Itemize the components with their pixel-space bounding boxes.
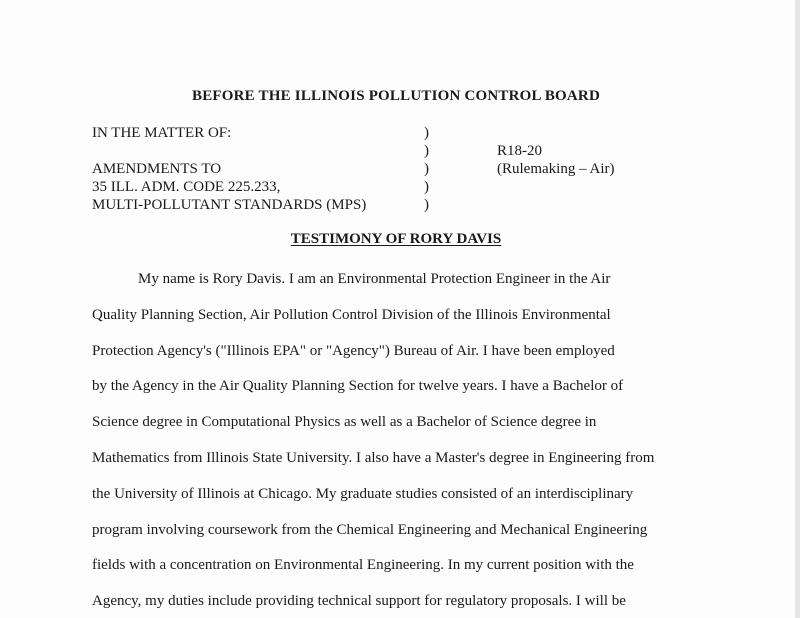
testimony-title: TESTIMONY OF RORY DAVIS [290,231,502,247]
caption-paren-column [424,124,429,214]
page-edge [795,0,800,618]
body-line: Protection Agency's ("Illinois EPA" or "Agency") Bureau of Air. I have been employed [92,342,615,359]
body-line: Mathematics from Illinois State University. I also have a Master's degree in Engineering from [92,449,655,466]
docket-type: (Rulemaking – Air) [497,161,615,177]
caption-docket-block [497,142,614,178]
caption-paren: ) [424,125,429,141]
body-line: Quality Planning Section, Air Pollution Control Division of the Illinois Environmental [92,306,611,323]
body-line: the University of Illinois at Chicago. My graduate studies consisted of an interdisciplinary [92,485,634,502]
body-line: by the Agency in the Air Quality Planning Section for twelve years. I have a Bachelor of [92,378,624,395]
caption-line [92,142,366,160]
caption-paren: ) [424,161,429,177]
caption-matter-block [92,124,366,214]
caption-paren: ) [424,197,429,213]
caption-line: AMENDMENTS TO [92,161,222,177]
caption-line: 35 ILL. ADM. CODE 225.233, [92,179,281,195]
body-line: Agency, my duties include providing technical support for regulatory proposals. I will be [92,593,626,610]
caption-line: IN THE MATTER OF: [92,125,232,141]
board-heading: BEFORE THE ILLINOIS POLLUTION CONTROL BOARD [192,88,600,104]
body-line: fields with a concentration on Environmental Engineering. In my current position with the [92,557,634,574]
body-line: program involving coursework from the Chemical Engineering and Mechanical Engineering [92,521,648,538]
docket-number: R18-20 [497,143,542,159]
body-line: Science degree in Computational Physics as well as a Bachelor of Science degree in [92,414,597,431]
caption-line: MULTI-POLLUTANT STANDARDS (MPS) [92,197,367,213]
body-line: My name is Rory Davis. I am an Environmental Protection Engineer in the Air [138,271,611,287]
caption-paren: ) [424,143,429,159]
testimony-body [92,262,692,618]
caption-paren: ) [424,179,429,195]
